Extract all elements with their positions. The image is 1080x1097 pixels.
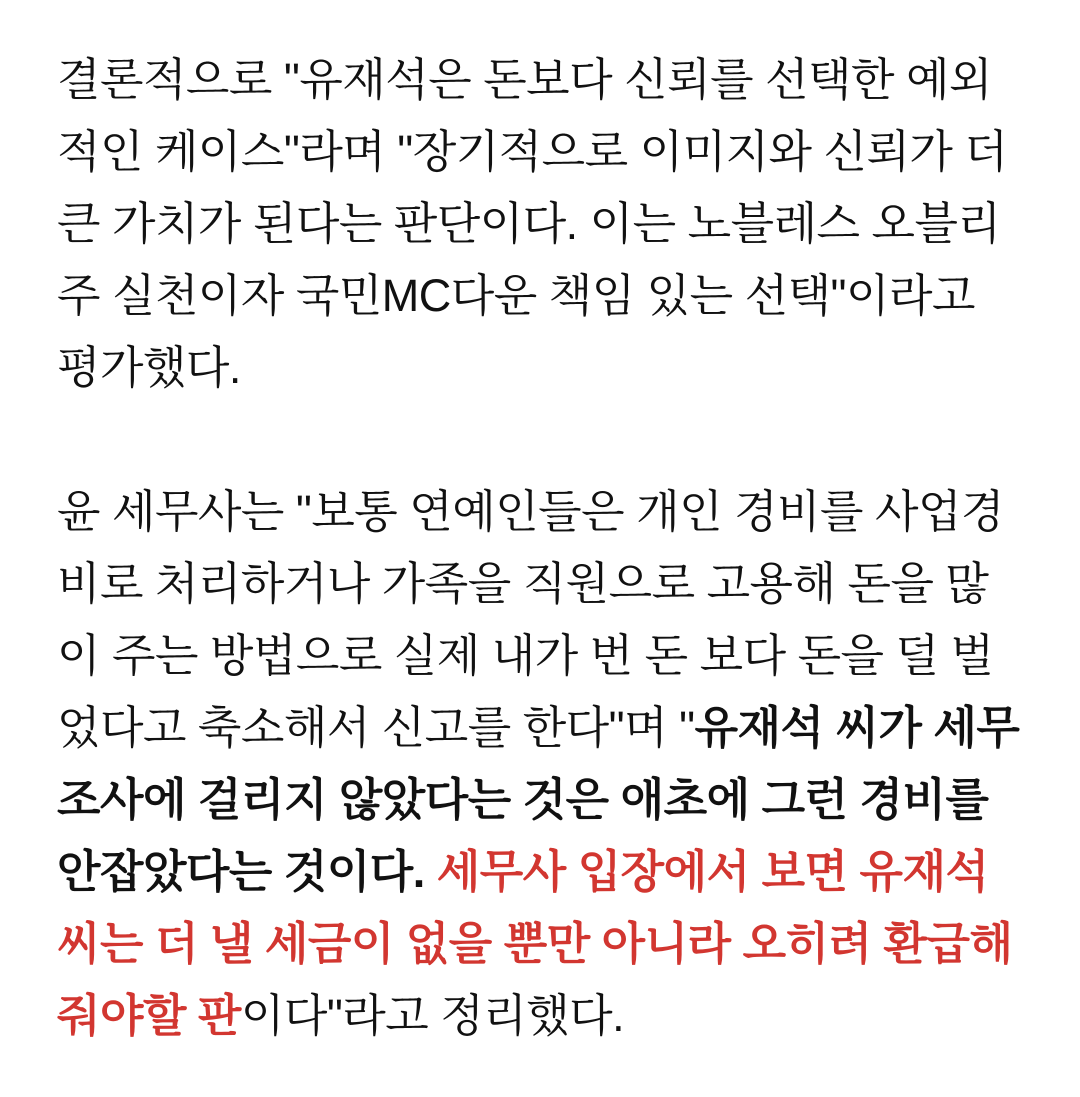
paragraph-conclusion-text: 결론적으로 "유재석은 돈보다 신뢰를 선택한 예외적인 케이스"라며 "장기적으로 이미지와 신뢰가 더 큰 가치가 된다는 판단이다. 이는 노블레스 오블리주 실천이자 국민MC다운 책임 있는 선택"이라고 평가했다. [57,54,1008,393]
quote-lead-text: 윤 세무사는 "보통 연예인들은 개인 경비를 사업경비로 처리하거나 가족을 직원으로 고용해 돈을 많이 주는 방법으로 실제 내가 번 돈 보다 돈을 덜 벌었다고 축소해서 신고를 한다"며 " [57,486,1004,753]
article-body [57,44,1022,1052]
paragraph-conclusion [57,44,1022,404]
quote-emphasis-red-text: 세무사 입장에서 보면 유재석 씨는 더 낼 세금이 없을 뿐만 아니라 오히려 환급해줘야할 판 [57,846,1013,1041]
quote-tail-text: 이다"라고 정리했다. [240,990,625,1041]
quote-emphasis-bold-text: 유재석 씨가 세무조사에 걸리지 않았다는 것은 애초에 그런 경비를 안잡았다는 것이다. [57,702,1020,897]
paragraph-tax-accountant-quote [57,476,1022,1052]
